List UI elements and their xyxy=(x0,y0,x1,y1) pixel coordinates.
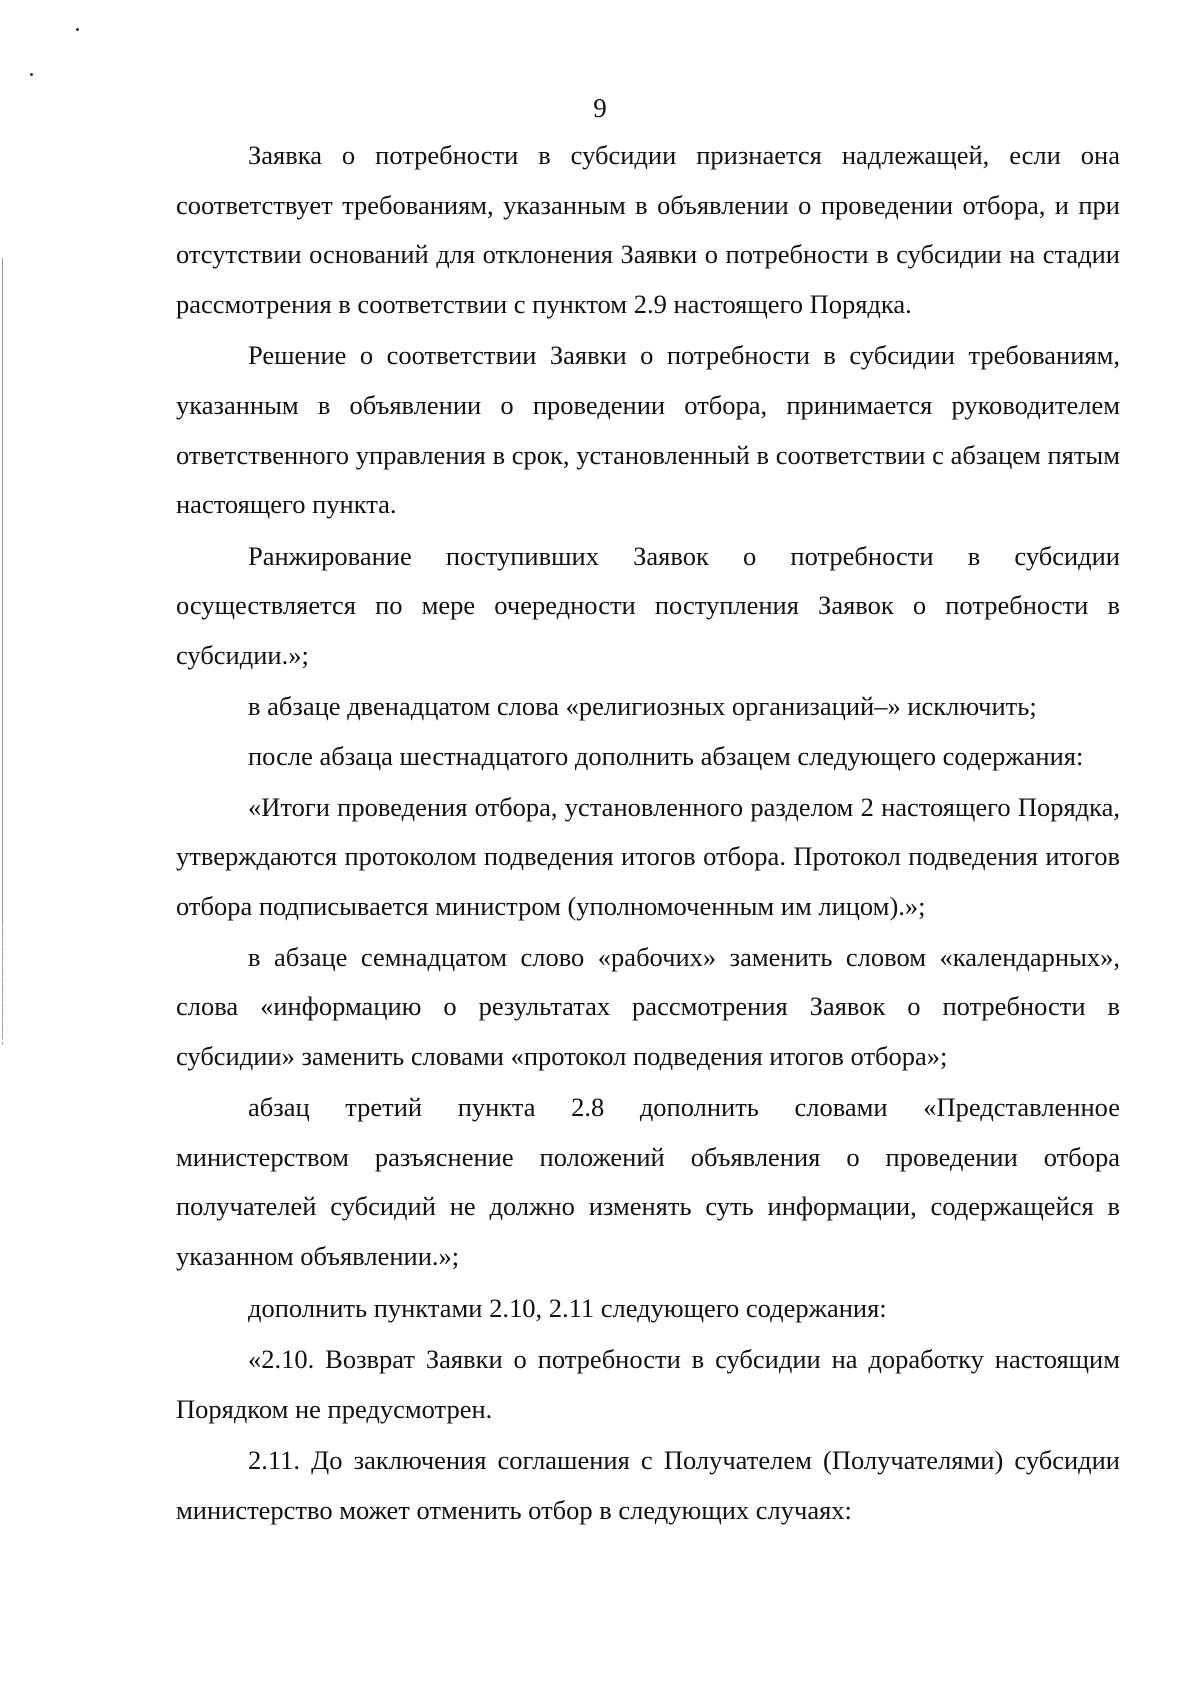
scan-margin-line xyxy=(2,258,3,1038)
paragraph: дополнить пунктами 2.10, 2.11 следующего содержания: xyxy=(248,1292,887,1323)
scan-speck xyxy=(76,28,79,31)
paragraph: абзац третий пункта 2.8 дополнить словами «Представленное министерством разъяснение положений объявления о проведении отбора получателей субсидий не должно изменять суть информации, содержащейся в указанном объявлении.»; xyxy=(176,1092,1120,1272)
paragraph: Решение о соответствии Заявки о потребности в субсидии требованиям, указанным в объявлении о проведении отбора, принимается руководителем ответственного управления в срок, установленный в соответствии с абзацем пятым настоящего пункта. xyxy=(176,340,1120,520)
document-body xyxy=(176,131,1120,1536)
paragraph: Заявка о потребности в субсидии признается надлежащей, если она соответствует требованиям, указанным в объявлении о проведении отбора, и при отсутствии оснований для отклонения Заявки о потребности в субсидии на стадии рассмотрения в соответствии с пунктом 2.9 настоящего Порядка. xyxy=(176,140,1120,319)
scan-speck xyxy=(30,73,33,76)
paragraph: в абзаце семнадцатом слово «рабочих» заменить словом «календарных», слова «информацию о результатах рассмотрения Заявок о потребности в субсидии» заменить словами «протокол подведения итогов отбора»; xyxy=(176,941,1120,1071)
page-number: 9 xyxy=(593,93,607,123)
scan-margin-dashed-line xyxy=(2,925,3,1045)
paragraph: «2.10. Возврат Заявки о потребности в субсидии на доработку настоящим Порядком не предусмотрен. xyxy=(176,1344,1120,1424)
paragraph: 2.11. До заключения соглашения с Получателем (Получателями) субсидии министерство может отменить отбор в следующих случаях: xyxy=(176,1445,1120,1526)
paragraph: «Итоги проведения отбора, установленного разделом 2 настоящего Порядка, утверждаются протоколом подведения итогов отбора. Протокол подведения итогов отбора подписывается министром (уполномоченным им лицом).»; xyxy=(176,791,1120,921)
paragraph: Ранжирование поступивших Заявок о потребности в субсидии осуществляется по мере очередности поступления Заявок о потребности в субсидии.»; xyxy=(176,540,1120,670)
paragraph: в абзаце двенадцатом слова «религиозных организаций–» исключить; xyxy=(248,690,1037,721)
paragraph: после абзаца шестнадцатого дополнить абзацем следующего содержания: xyxy=(248,741,1084,772)
